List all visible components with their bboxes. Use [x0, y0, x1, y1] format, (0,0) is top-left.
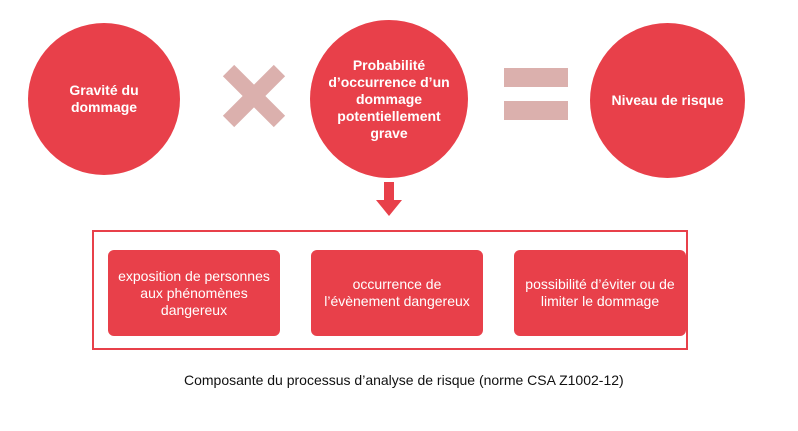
arrow-down-icon — [376, 182, 402, 216]
equals-icon — [504, 68, 568, 124]
factor-label: exposition de personnes aux phénomènes dangereux — [118, 267, 270, 318]
probability-circle — [310, 20, 468, 178]
factor-box-exposure — [108, 250, 280, 336]
severity-label: Gravité du dommage — [69, 82, 139, 115]
severity-circle — [28, 23, 180, 175]
factor-box-occurrence — [311, 250, 483, 336]
multiply-icon — [222, 64, 286, 128]
figure-caption: Composante du processus d’analyse de risque (norme CSA Z1002-12) — [184, 372, 624, 388]
factor-label: occurrence de l’évènement dangereux — [324, 276, 470, 309]
risk-level-circle — [590, 23, 745, 178]
probability-label: Probabilité d’occurrence d’un dommage potentiellement grave — [328, 56, 450, 141]
risk-level-label: Niveau de risque — [611, 92, 724, 108]
factor-label: possibilité d’éviter ou de limiter le dommage — [525, 276, 675, 309]
factor-box-avoidance — [514, 250, 686, 336]
